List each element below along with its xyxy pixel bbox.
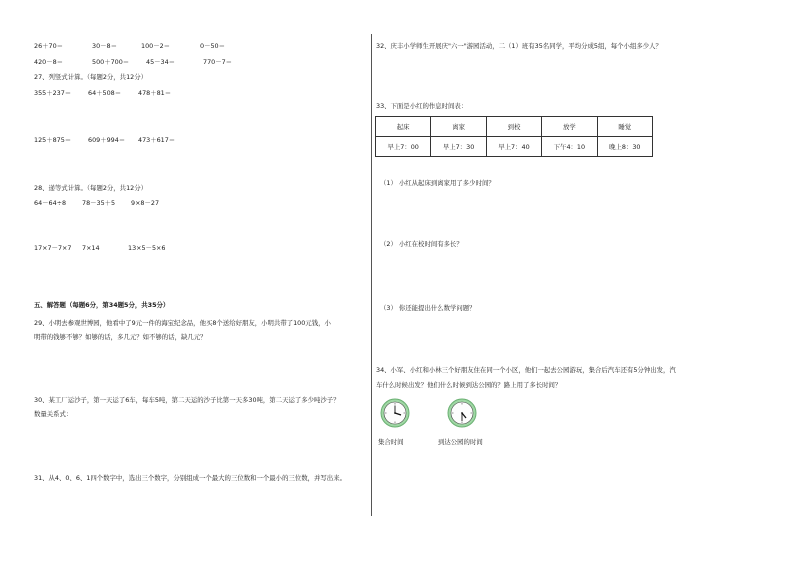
q28-item: 7×14 xyxy=(82,244,100,252)
q32-text: 32、庆丰小学师生开展庆"六一"游园活动，二（1）班有35名同学，平均分成5组，每个小组多少人？ xyxy=(376,42,662,50)
section-title: 五、解答题（每题6分，第34题5分，共35分） xyxy=(34,301,170,309)
q30-label: 数量关系式： xyxy=(34,410,73,418)
q26-item: 45－34＝ xyxy=(146,58,176,66)
table-header-cell: 起床 xyxy=(376,117,431,137)
q33-sub1: （1） 小红从起床到离家用了多少时间？ xyxy=(380,179,495,187)
q26-item: 0－50＝ xyxy=(200,42,225,50)
q29-text: 29、小明去参观世博园，他看中了9元一件的海宝纪念品，他买8个送给好朋友，小明共带了100元钱，小 xyxy=(34,319,331,327)
column-divider xyxy=(371,34,372,516)
table-header-cell: 放学 xyxy=(542,117,597,137)
table-row xyxy=(376,117,653,137)
q26-item: 500＋700＝ xyxy=(92,58,130,66)
q27-item: 64＋508＝ xyxy=(88,89,122,97)
clock-icon xyxy=(447,398,477,428)
q26-item: 420－8＝ xyxy=(34,58,64,66)
clock-label: 到达公园的时间 xyxy=(438,438,483,446)
q26-item: 26＋70＝ xyxy=(34,42,64,50)
table-row xyxy=(376,137,653,157)
table-cell: 晚上8：30 xyxy=(597,137,652,157)
q28-item: 78－35＋5 xyxy=(82,199,116,207)
q28-item: 17×7－7×7 xyxy=(34,244,72,252)
table-cell: 下午4：10 xyxy=(542,137,597,157)
table-cell: 早上7：30 xyxy=(431,137,486,157)
q28-item: 13×5－5×6 xyxy=(128,244,166,252)
table-cell: 早上7：00 xyxy=(376,137,431,157)
q27-title: 27、列竖式计算。（每题2分，共12分） xyxy=(34,73,147,81)
q26-item: 100－2＝ xyxy=(141,42,171,50)
q27-item: 478＋81＝ xyxy=(138,89,172,97)
q27-item: 609＋994＝ xyxy=(88,136,126,144)
q33-intro: 33、下面是小红的作息时间表： xyxy=(376,102,468,110)
q33-sub2: （2） 小红在校时间有多长？ xyxy=(380,240,463,248)
q27-item: 125＋875＝ xyxy=(34,136,72,144)
q28-item: 64－64÷8 xyxy=(34,199,67,207)
q33-sub3: （3） 你还能提出什么数学问题？ xyxy=(380,304,476,312)
q28-item: 9×8－27 xyxy=(131,199,160,207)
schedule-table xyxy=(375,116,653,157)
q26-item: 770－7＝ xyxy=(203,58,233,66)
table-header-cell: 到校 xyxy=(486,117,541,137)
q30-text: 30、某工厂运沙子，第一天运了6车，每车5吨，第二天运的沙子比第一天多30吨，第二天运了多少吨沙子？ xyxy=(34,396,340,404)
q29-text: 明带的钱够不够？如够的话，多几元？如不够的话，缺几元？ xyxy=(34,333,207,341)
table-header-cell: 睡觉 xyxy=(597,117,652,137)
q26-item: 30－8＝ xyxy=(92,42,117,50)
q27-item: 473＋617＝ xyxy=(138,136,176,144)
q28-title: 28、递等式计算。（每题2分，共12分） xyxy=(34,184,147,192)
q31-text: 31、从4、0、6、1四个数字中，选出三个数字，分别组成一个最大的三位数和一个最小的三位数，并写出来。 xyxy=(34,474,346,482)
table-header-cell: 离家 xyxy=(431,117,486,137)
table-cell: 早上7：40 xyxy=(486,137,541,157)
clock-icon xyxy=(380,398,410,428)
q34-text: 34、小军、小红和小林三个好朋友住在同一个小区，他们一起去公园游玩，集合后汽车还有5分钟出发，汽 xyxy=(376,366,676,374)
clock-label: 集合时间 xyxy=(378,438,404,446)
q27-item: 355＋237＝ xyxy=(34,89,72,97)
q34-text: 车什么时候出发？他们什么时候到达公园的？路上用了多长时间？ xyxy=(376,381,562,389)
